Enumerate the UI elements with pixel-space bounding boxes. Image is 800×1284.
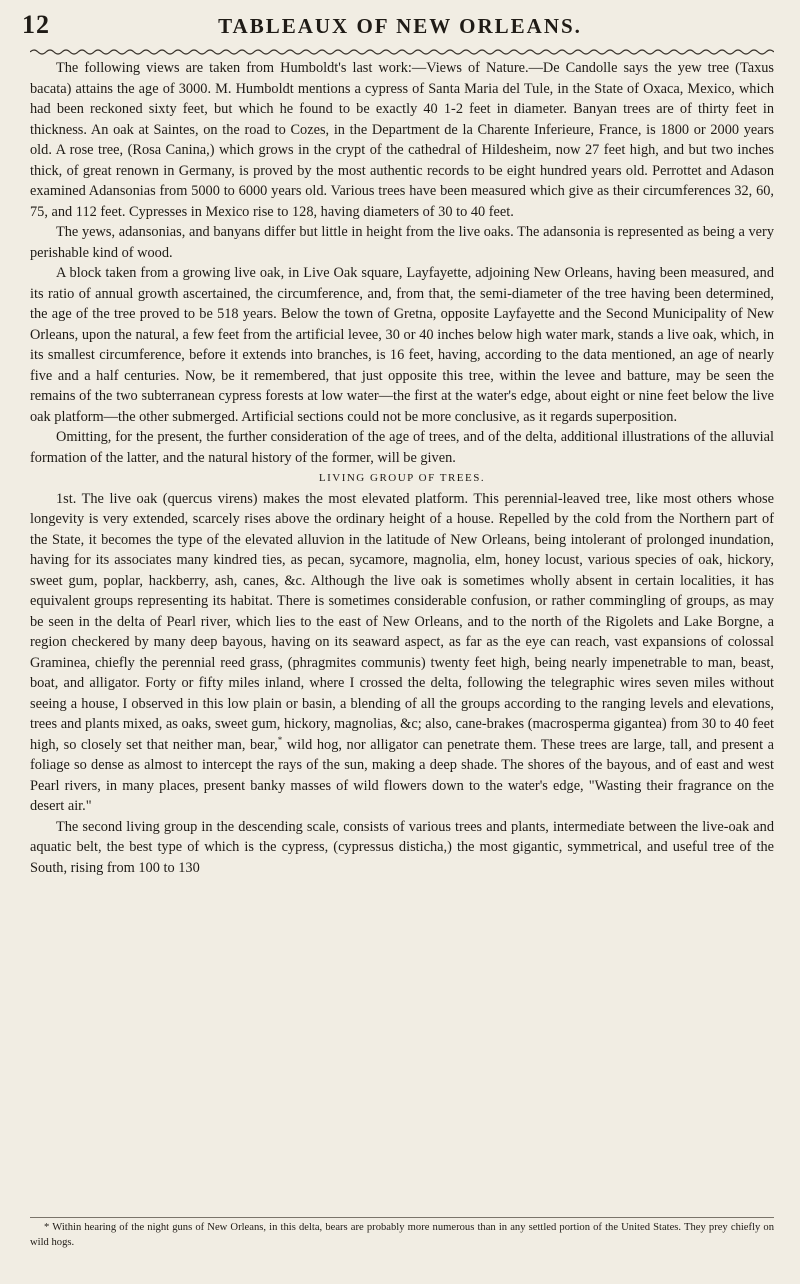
footnote-rule	[30, 1217, 774, 1218]
paragraph-second-group: The second living group in the descending scale, consists of various trees and plants, intermediate between the live-oak and aquatic belt, the best type of which is the cypress, (cypressus disticha,) the most gigantic, symmetrical, and useful tree of the South, rising from 100 to 130	[30, 818, 774, 876]
wavy-header-rule	[30, 48, 774, 56]
paragraph-yews-adansonias: The yews, adansonias, and banyans differ but little in height from the live oaks. The adansonia is represented as being a very perishable kind of wood.	[30, 224, 774, 261]
body-text	[30, 58, 774, 878]
paragraph-live-oak-group	[30, 489, 774, 817]
paragraph-humboldt-views: The following views are taken from Humboldt's last work:—Views of Nature.—De Candolle says the yew tree (Taxus bacata) attains the age of 3000. M. Humboldt mentions a cypress of Santa Maria del Tule, in the State of Oxaca, Mexico, which had been reckoned sixty feet, but which he found to be exactly 40 1-2 feet in diameter. Banyan trees are of thirty feet in thickness. An oak at Saintes, on the road to Cozes, in the Department de la Charente Inferieure, France, is 1800 or 2000 years old. A rose tree, (Rosa Canina,) which grows in the crypt of the cathedral of Hildesheim, now 27 feet high, and but two inches thick, of great renown in Germany, is proved by the most authentic records to be eight hundred years old. Perrottet and Adason examined Adansonias from 5000 to 6000 years old. Various trees have been measured which give as their circumferences 32, 60, 75, and 112 feet. Cypresses in Mexico rise to 128, having diameters of 30 to 40 feet.	[30, 60, 774, 220]
paragraph-live-oak-block: A block taken from a growing live oak, in Live Oak square, Layfayette, adjoining New Orleans, having been measured, and its ratio of annual growth ascertained, the circumference, and, from that, the semi-diameter of the tree having been determined, the age of the tree proved to be 518 years. Below the town of Gretna, opposite Layfayette and the Second Municipality of New Orleans, upon the natural, a few feet from the artificial levee, 30 or 40 inches below high water mark, stands a live oak, which, in its smallest circumference, before it extends into branches, is 16 feet, having, according to the data mentioned, an age of nearly five and a half centuries. Now, be it remembered, that just opposite this tree, within the levee and batture, may be seen the remains of the two subterranean cypress forests at low water—the first at the water's edge, about eight or nine feet below the live oak platform—the other submerged. Artificial sections could not be more conclusive, as it regards superposition.	[30, 265, 774, 425]
footnote-reference: *	[277, 734, 283, 745]
footnote-text: Within hearing of the night guns of New Orleans, in this delta, bears are probably more numerous than in any settled portion of the United States. They prey chiefly on wild hogs.	[30, 1222, 774, 1248]
running-title: TABLEAUX OF NEW ORLEANS.	[218, 14, 582, 38]
paragraph-live-oak-group-text: 1st. The live oak (quercus virens) makes the most elevated platform. This perennial-leaved tree, like most others whose longevity is very extended, scarcely rises above the ordinary height of a house. Repelled by the cold from the Northern part of the State, it becomes the type of the elevated alluvion in the latitude of New Orleans, being intolerant of prolonged inundation, having for its associates many kindred ties, as pecan, sycamore, magnolia, elm, honey locust, various species of oak, hickory, sweet gum, poplar, hackberry, ash, canes, &c. Although the live oak is sometimes wholly absent in certain localities, it has equivalent groups representing its habitat. There is sometimes considerable confusion, or rather commingling of groups, as may be seen in the delta of Pearl river, which lies to the east of New Orleans, and to the north of the Rigolets and Lake Borgne, a region checkered by many deep bayous, having on its seaward aspect, as far as the eye can reach, vast expansions of colossal Graminea, chiefly the perennial reed grass, (phragmites communis) twenty feet high, being nearly impenetrable to man, beast, boat, and alligator. Forty or fifty miles inland, where I crossed the delta, following the telegraphic wires seven miles without seeing a house, I observed in this low plain or basin, a blending of all the groups according to the ranging levels and elevations, trees and plants mixed, as oaks, sweet gum, hickory, magnolias, &c; also, cane-brakes (macrosperma gigantea) from 30 to 40 feet high, so closely set that neither man, bear,	[30, 490, 774, 753]
paragraph-omitting: Omitting, for the present, the further consideration of the age of trees, and of the delta, additional illustrations of the alluvial formation of the latter, and the natural history of the former, will be given.	[30, 429, 774, 466]
paragraph-live-oak-group-continued: wild hog, nor alligator can penetrate them. These trees are large, tall, and present a foliage so dense as almost to intercept the rays of the sun, making a deep shade. The shores of the bayous, and of east and west Pearl rivers, in many places, present banky masses of wild flowers down to the water's edge, "Wasting their fragrance on the desert air."	[30, 736, 775, 814]
page-number: 12	[22, 10, 50, 39]
footnote-marker: *	[44, 1222, 50, 1233]
section-heading: LIVING GROUP OF TREES.	[318, 472, 486, 484]
page-header	[22, 6, 778, 46]
footnote	[30, 1220, 774, 1250]
